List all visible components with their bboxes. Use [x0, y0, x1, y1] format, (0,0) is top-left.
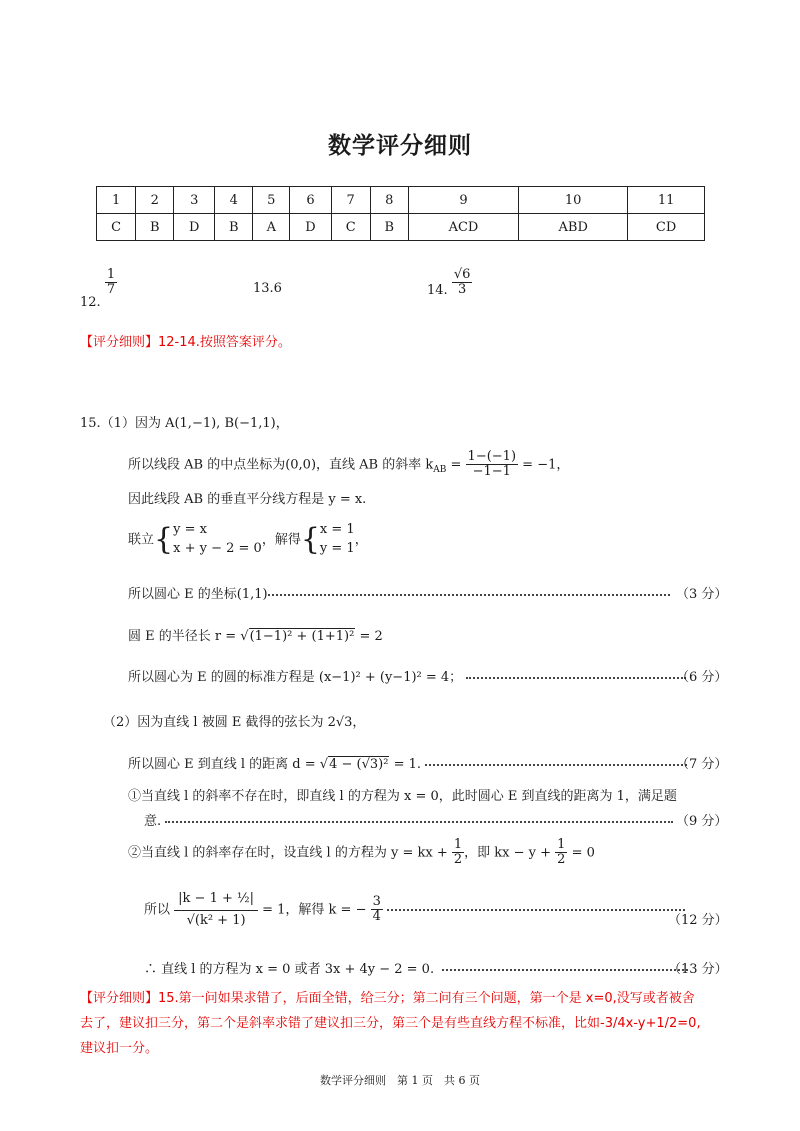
left-brace: { [154, 521, 174, 557]
q12-denominator: 7 [106, 282, 116, 298]
question-number: 7 [331, 187, 370, 214]
q15-solve-label: ，解得 [261, 532, 301, 548]
q15-distance-radicand: 4 − (√3)² [329, 757, 389, 772]
q15-conclusion-text: ∴ 直线 l 的方程为 x = 0 或者 3x + 4y − 2 = 0. [144, 962, 435, 977]
q15-slope-result: = −1， [518, 457, 570, 473]
half-denominator: 2 [453, 852, 463, 868]
q15-slope-fraction [466, 450, 518, 480]
half-numerator: 1 [557, 837, 566, 852]
page-title: 数学评分细则 [328, 132, 472, 159]
q15-center-text: 所以圆心 E 的坐标(1,1) [128, 587, 268, 602]
q15-case-2-general-form: ，即 kx − y + [464, 845, 556, 861]
rubric-15-line-2: 去了，建议扣三分，第二个是斜率求错了建议扣三分，第三个是有些直线方程不标准，比如-3/4x-y+1/2=0, [80, 1016, 701, 1031]
q15-case-2-text: ②当直线 l 的斜率存在时，设直线 l 的方程为 y = kx + [128, 845, 452, 861]
q14-answer [427, 268, 472, 298]
answer-cell: ACD [408, 214, 518, 241]
q15-line-3: 因此线段 AB 的垂直平分线方程是 y = x. [128, 492, 367, 507]
question-number: 4 [215, 187, 253, 214]
score-3: （3 分） [676, 587, 728, 602]
leader-dots [466, 677, 686, 679]
q15-case-1-end: 意. [144, 814, 162, 829]
q15-radius-radicand: (1−1)² + (1+1)² [249, 629, 355, 644]
q15-simultaneous-label: 联立 [128, 532, 155, 548]
q14-fraction [452, 268, 473, 298]
question-number: 9 [408, 187, 518, 214]
question-number: 10 [519, 187, 628, 214]
score-6: （6 分） [676, 670, 728, 685]
question-number: 5 [253, 187, 290, 214]
q15-therefore-label: 所以 [144, 902, 171, 918]
q15-case-1-line-2 [144, 810, 673, 829]
leader-dots [425, 764, 687, 766]
q15-k-numerator: 3 [372, 894, 381, 909]
answer-table-answer-row [97, 214, 705, 241]
rubric-15-line-1: 【评分细则】15.第一问如果求错了，后面全错，给三分；第二问有三个问题，第一个是 x=0,没写或者被舍 [80, 991, 695, 1006]
sqrt-icon: √ [319, 757, 329, 772]
q15-slope-denominator: −1−1 [472, 464, 511, 480]
answer-table [96, 186, 705, 241]
q15-case-2-line-1 [128, 838, 595, 868]
question-number: 8 [370, 187, 408, 214]
q14-denominator: 3 [457, 282, 467, 298]
q14-label: 14. [427, 283, 448, 299]
q15-slope-numerator: 1−(−1) [467, 449, 517, 464]
q15-radius-result: = 2 [355, 629, 383, 644]
answer-cell: ABD [519, 214, 628, 241]
q15-circle-equation: 所以圆心为 E 的圆的标准方程是 (x−1)² + (y−1)² = 4； [128, 670, 463, 685]
q15-slope-subscript: AB [433, 464, 447, 475]
score-9: （9 分） [676, 814, 728, 829]
q15-case-1-line-1: ①当直线 l 的斜率不存在时，即直线 l 的方程为 x = 0，此时圆心 E 到直线的距离为 1，满足题 [128, 789, 677, 804]
q15-distance-numerator: |k − 1 + ½| [174, 888, 258, 911]
answer-cell: D [290, 214, 331, 241]
answer-cell: B [215, 214, 253, 241]
question-number: 6 [290, 187, 331, 214]
answer-cell: B [136, 214, 174, 241]
leader-dots [387, 909, 685, 911]
answer-cell: CD [628, 214, 705, 241]
q15-line-4 [128, 521, 368, 559]
half-fraction [555, 838, 567, 868]
half-denominator: 2 [557, 852, 566, 868]
score-12: （12 分） [668, 913, 728, 928]
score-7: （7 分） [676, 757, 728, 772]
rubric-12-14: 【评分细则】12-14.按照答案评分。 [80, 335, 291, 350]
q15-distance-fraction [174, 888, 258, 932]
half-fraction [452, 838, 464, 868]
question-number: 2 [136, 187, 174, 214]
q15-conclusion [144, 958, 688, 977]
score-13: （13 分） [668, 962, 728, 977]
question-number: 3 [174, 187, 215, 214]
q15-system-2-eq-1: x = 1 [319, 522, 355, 537]
q15-k-denominator: 4 [372, 909, 381, 925]
answer-cell: D [174, 214, 215, 241]
q12-answer [80, 267, 117, 311]
answer-cell: A [253, 214, 290, 241]
q15-system-2-eq-2: y = 1 [319, 540, 355, 556]
q15-system-1 [173, 521, 262, 559]
q15-comma: ， [354, 532, 368, 548]
leader-dots [268, 594, 670, 596]
q15-line-1: 15.（1）因为 A(1,−1), B(−1,1)， [80, 416, 289, 431]
q12-fraction [105, 268, 117, 298]
q15-case-2-zero: = 0 [567, 845, 595, 861]
answer-cell: C [331, 214, 370, 241]
q15-part-2-line-2 [128, 753, 687, 772]
answer-cell: B [370, 214, 408, 241]
q13-answer: 13.6 [253, 281, 282, 296]
q15-distance-result: = 1. [389, 757, 421, 772]
leader-dots [442, 969, 688, 971]
q15-part-2-line-1: （2）因为直线 l 被圆 E 截得的弦长为 2√3， [103, 715, 366, 730]
q15-system-2 [320, 521, 355, 559]
q15-line-2 [128, 450, 569, 480]
q15-distance-text: 所以圆心 E 到直线 l 的距离 d = [128, 757, 320, 772]
q15-distance-denominator: √(k² + 1) [186, 913, 246, 929]
left-brace: { [300, 521, 320, 557]
q15-line-7 [128, 666, 686, 685]
q15-k-solution-text: = 1，解得 k = − [257, 902, 367, 918]
q15-equals: = [446, 457, 466, 473]
leader-dots [165, 821, 673, 823]
answer-cell: C [97, 214, 136, 241]
q15-line-6 [128, 625, 383, 644]
half-numerator: 1 [453, 837, 463, 852]
question-number: 11 [628, 187, 705, 214]
q15-radius-text: 圆 E 的半径长 r = [128, 629, 241, 644]
q12-numerator: 1 [106, 267, 116, 282]
q15-case-2-line-2 [144, 888, 685, 932]
q12-label: 12. [80, 295, 101, 311]
rubric-15-line-3: 建议扣一分。 [80, 1041, 159, 1056]
q14-numerator: √6 [453, 267, 471, 282]
q15-k-fraction [371, 895, 383, 925]
page-footer: 数学评分细则 第 1 页 共 6 页 [320, 1074, 480, 1087]
q15-system-1-eq-2: x + y − 2 = 0 [173, 540, 262, 556]
q15-system-1-eq-1: y = x [173, 522, 207, 537]
sqrt-icon: √ [240, 629, 249, 644]
answer-table-number-row [97, 187, 705, 214]
question-number: 1 [97, 187, 136, 214]
q15-line-2-text: 所以线段 AB 的中点坐标为(0,0)，直线 AB 的斜率 k [128, 457, 434, 473]
q15-line-5 [128, 583, 670, 602]
